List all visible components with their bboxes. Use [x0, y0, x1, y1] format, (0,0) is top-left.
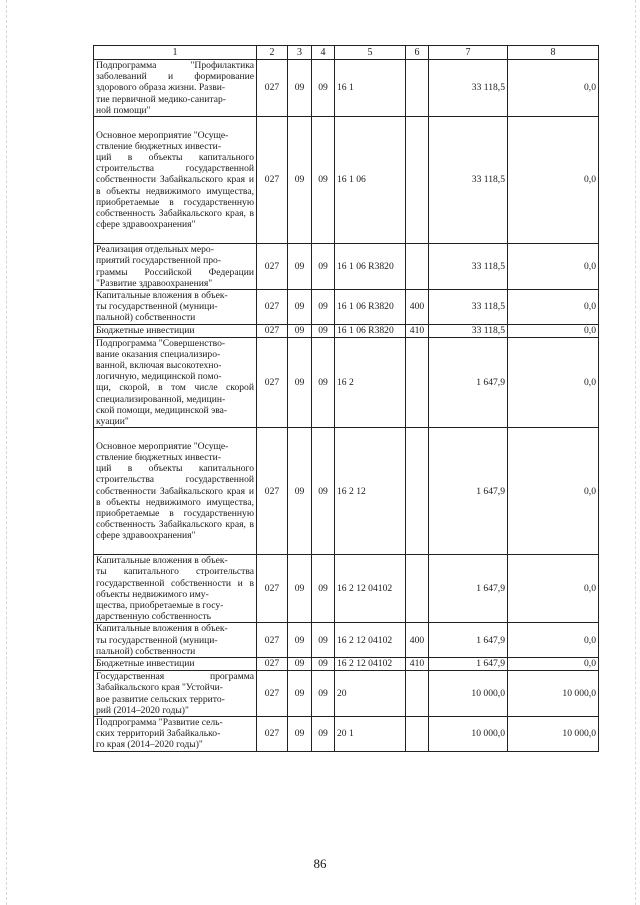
- target-article-code: 16 1 06 R3820: [335, 244, 406, 290]
- amount-year-1: 1 647,9: [429, 337, 508, 428]
- subsection-code: 09: [312, 717, 335, 752]
- amount-year-1: 33 118,5: [429, 324, 508, 337]
- amount-year-2: 0,0: [508, 428, 599, 555]
- admin-code: 027: [257, 717, 288, 752]
- expense-type-code: [406, 555, 429, 623]
- admin-code: 027: [257, 117, 288, 244]
- target-article-code: 16 1: [335, 60, 406, 117]
- subsection-code: 09: [312, 290, 335, 325]
- table-row: [94, 244, 599, 290]
- expense-type-code: 400: [406, 290, 429, 325]
- section-code: 09: [288, 290, 312, 325]
- expense-type-code: [406, 244, 429, 290]
- col-header: 4: [312, 46, 335, 60]
- target-article-code: 16 2 12 04102: [335, 555, 406, 623]
- amount-year-2: 0,0: [508, 60, 599, 117]
- section-code: 09: [288, 428, 312, 555]
- row-label: Бюджетные инвестиции: [94, 324, 257, 337]
- target-article-code: 20 1: [335, 717, 406, 752]
- amount-year-2: 0,0: [508, 337, 599, 428]
- row-label: Капитальные вложения в объек- ты государственной (муници- пальной) собственности: [94, 290, 257, 325]
- table-row: [94, 555, 599, 623]
- subsection-code: 09: [312, 623, 335, 658]
- amount-year-2: 0,0: [508, 244, 599, 290]
- scan-right-edge: [635, 0, 636, 905]
- subsection-code: 09: [312, 428, 335, 555]
- expense-type-code: [406, 60, 429, 117]
- amount-year-2: 0,0: [508, 555, 599, 623]
- admin-code: 027: [257, 244, 288, 290]
- admin-code: 027: [257, 671, 288, 717]
- table-row: [94, 428, 599, 555]
- section-code: 09: [288, 60, 312, 117]
- amount-year-1: 1 647,9: [429, 555, 508, 623]
- section-code: 09: [288, 117, 312, 244]
- row-label: Государственная программа Забайкальского края "Устойчи- вое развитие сельских террито- рий (2014–2020 годы)": [94, 671, 257, 717]
- subsection-code: 09: [312, 324, 335, 337]
- expense-type-code: [406, 117, 429, 244]
- expense-type-code: [406, 717, 429, 752]
- amount-year-2: 10 000,0: [508, 671, 599, 717]
- target-article-code: 16 2 12: [335, 428, 406, 555]
- section-code: 09: [288, 324, 312, 337]
- expense-type-code: 410: [406, 324, 429, 337]
- admin-code: 027: [257, 60, 288, 117]
- amount-year-1: 10 000,0: [429, 671, 508, 717]
- table-row: [94, 717, 599, 752]
- amount-year-1: 1 647,9: [429, 428, 508, 555]
- target-article-code: 16 1 06 R3820: [335, 324, 406, 337]
- admin-code: 027: [257, 290, 288, 325]
- expense-type-code: 410: [406, 658, 429, 671]
- row-label: Подпрограмма "Профилактика заболеваний и формирование здорового образа жизни. Разви- тие первичной медико-санитар- ной помощи": [94, 60, 257, 117]
- admin-code: 027: [257, 658, 288, 671]
- expense-type-code: [406, 428, 429, 555]
- target-article-code: 16 2 12 04102: [335, 623, 406, 658]
- col-header: 7: [429, 46, 508, 60]
- subsection-code: 09: [312, 60, 335, 117]
- amount-year-2: 0,0: [508, 290, 599, 325]
- amount-year-1: 1 647,9: [429, 623, 508, 658]
- col-header: 2: [257, 46, 288, 60]
- table-row: [94, 623, 599, 658]
- table-row: [94, 658, 599, 671]
- amount-year-2: 0,0: [508, 324, 599, 337]
- table-row: [94, 117, 599, 244]
- amount-year-1: 1 647,9: [429, 658, 508, 671]
- target-article-code: 16 1 06 R3820: [335, 290, 406, 325]
- col-header: 1: [94, 46, 257, 60]
- table-row: [94, 671, 599, 717]
- column-number-row: [94, 46, 599, 60]
- col-header: 5: [335, 46, 406, 60]
- table-row: [94, 324, 599, 337]
- admin-code: 027: [257, 555, 288, 623]
- target-article-code: 16 2: [335, 337, 406, 428]
- section-code: 09: [288, 555, 312, 623]
- amount-year-2: 0,0: [508, 117, 599, 244]
- table-row: [94, 60, 599, 117]
- amount-year-1: 10 000,0: [429, 717, 508, 752]
- target-article-code: 16 1 06: [335, 117, 406, 244]
- amount-year-2: 10 000,0: [508, 717, 599, 752]
- row-label: Бюджетные инвестиции: [94, 658, 257, 671]
- table-row: [94, 337, 599, 428]
- row-label: Подпрограмма "Развитие сель- ских территорий Забайкалько- го края (2014–2020 годы)": [94, 717, 257, 752]
- subsection-code: 09: [312, 658, 335, 671]
- section-code: 09: [288, 717, 312, 752]
- scan-left-edge: [6, 0, 7, 905]
- row-label: Основное мероприятие "Осуще- ствление бюджетных инвести- ций в объекты капитального строительства государственной собственности Забайкальского края и в объекты недвижимого имущества, приобретаемые в государственную собственность Забайкальского края, в сфере здравоохранения": [94, 428, 257, 555]
- col-header: 3: [288, 46, 312, 60]
- col-header: 8: [508, 46, 599, 60]
- expense-type-code: [406, 671, 429, 717]
- row-label: Капитальные вложения в объек- ты капитального строительства государственной собственности и в объекты недвижимого иму- щества, приобретаемые в госу- дарственную собственность: [94, 555, 257, 623]
- admin-code: 027: [257, 428, 288, 555]
- amount-year-1: 33 118,5: [429, 290, 508, 325]
- admin-code: 027: [257, 623, 288, 658]
- subsection-code: 09: [312, 244, 335, 290]
- subsection-code: 09: [312, 337, 335, 428]
- row-label: Капитальные вложения в объек- ты государственной (муници- пальной) собственности: [94, 623, 257, 658]
- admin-code: 027: [257, 337, 288, 428]
- target-article-code: 20: [335, 671, 406, 717]
- table-row: [94, 290, 599, 325]
- row-label: Реализация отдельных меро- приятий государственной про- граммы Российской Федерации "Развитие здравоохранения": [94, 244, 257, 290]
- page-number: 86: [313, 856, 327, 871]
- amount-year-2: 0,0: [508, 658, 599, 671]
- budget-table: [93, 45, 599, 752]
- amount-year-1: 33 118,5: [429, 60, 508, 117]
- section-code: 09: [288, 671, 312, 717]
- subsection-code: 09: [312, 671, 335, 717]
- expense-type-code: 400: [406, 623, 429, 658]
- section-code: 09: [288, 658, 312, 671]
- subsection-code: 09: [312, 117, 335, 244]
- target-article-code: 16 2 12 04102: [335, 658, 406, 671]
- section-code: 09: [288, 337, 312, 428]
- section-code: 09: [288, 244, 312, 290]
- row-label: Основное мероприятие "Осуще- ствление бюджетных инвести- ций в объекты капитального строительства государственной собственности Забайкальского края и в объекты недвижимого имущества, приобретаемые в государственную собственность Забайкальского края, в сфере здравоохранения": [94, 117, 257, 244]
- amount-year-2: 0,0: [508, 623, 599, 658]
- expense-type-code: [406, 337, 429, 428]
- amount-year-1: 33 118,5: [429, 117, 508, 244]
- amount-year-1: 33 118,5: [429, 244, 508, 290]
- subsection-code: 09: [312, 555, 335, 623]
- section-code: 09: [288, 623, 312, 658]
- admin-code: 027: [257, 324, 288, 337]
- row-label: Подпрограмма "Совершенство- вание оказания специализиро- ванной, включая высокотехно- логичную, медицинской помо- щи, скорой, в том числе скорой специализированной, медицин- ской помощи, медицинской эва- куации": [94, 337, 257, 428]
- col-header: 6: [406, 46, 429, 60]
